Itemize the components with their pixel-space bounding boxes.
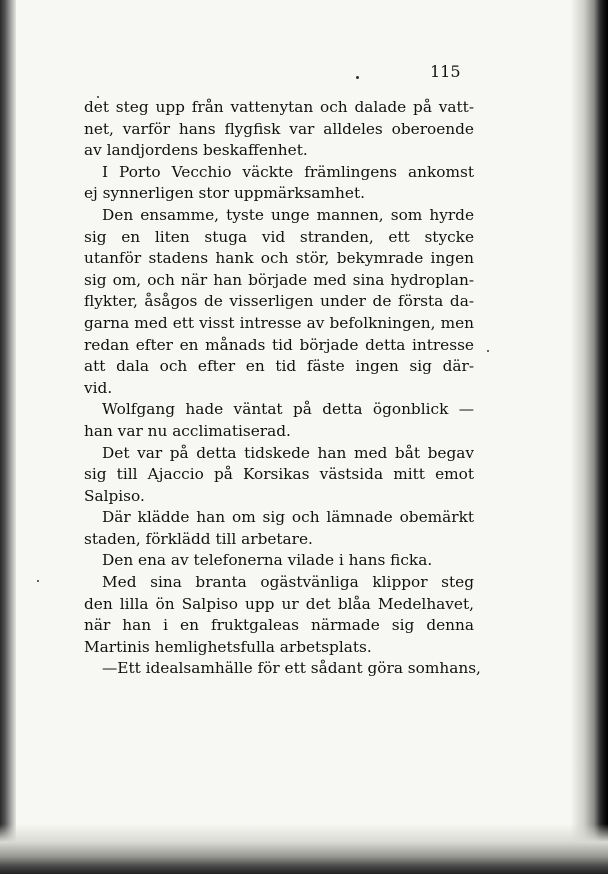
text-line: I Porto Vecchio väckte främlingens ankomst [102, 162, 474, 181]
text-line: sig till Ajaccio på Korsikas västsida mitt emot [84, 465, 474, 484]
text-line: redan efter en månads tid började detta intresse [84, 335, 474, 354]
text-line: när han i en fruktgaleas närmade sig denna [84, 616, 474, 635]
body-text [84, 97, 481, 680]
text-line: —Ett idealsamhälle för ett sådant göra somhans, [102, 659, 481, 678]
text-line: Salpiso. [84, 486, 145, 505]
page-number: 115 [430, 62, 461, 81]
text-line: Det var på detta tidskede han med båt begav [102, 443, 474, 462]
text-line: det steg upp från vattenytan och dalade på vatt- [84, 98, 474, 116]
scan-left-edge [0, 0, 16, 874]
text-line: utanför stadens hank och stör, bekymrade ingen [84, 249, 474, 268]
text-line: Martinis hemlighetsfulla arbetsplats. [84, 637, 372, 656]
scan-speck [487, 350, 489, 352]
text-line: sig en liten stuga vid stranden, ett stycke [84, 227, 474, 246]
text-line: flykter, åsågos de visserligen under de första da- [84, 292, 474, 311]
text-line: Där klädde han om sig och lämnade obemärkt [102, 508, 474, 527]
text-line: Den ena av telefonerna vilade i hans ficka. [102, 551, 433, 570]
scan-speck [37, 580, 39, 582]
text-line: sig om, och när han började med sina hydroplan- [84, 270, 474, 289]
text-line: Wolfgang hade väntat på detta ögonblick — [102, 400, 474, 419]
text-line: att dala och efter en tid fäste ingen sig där- [84, 357, 474, 376]
text-line: Med sina branta ogästvänliga klippor steg [102, 573, 474, 592]
text-line: han var nu acclimatiserad. [84, 421, 291, 440]
text-line: garna med ett visst intresse av befolkningen, men [84, 313, 474, 332]
text-line: ej synnerligen stor uppmärksamhet. [84, 184, 365, 203]
scan-bottom-edge [0, 824, 608, 874]
text-line: vid. [84, 378, 113, 397]
text-line: av landjordens beskaffenhet. [84, 141, 308, 160]
scan-speck [356, 76, 359, 79]
text-line: net, varför hans flygfisk var alldeles oberoende [84, 119, 474, 138]
scan-right-edge [570, 0, 608, 874]
text-line: Den ensamme, tyste unge mannen, som hyrde [102, 205, 474, 224]
text-line: den lilla ön Salpiso upp ur det blåa Medelhavet, [84, 594, 474, 613]
text-line: staden, förklädd till arbetare. [84, 529, 313, 548]
